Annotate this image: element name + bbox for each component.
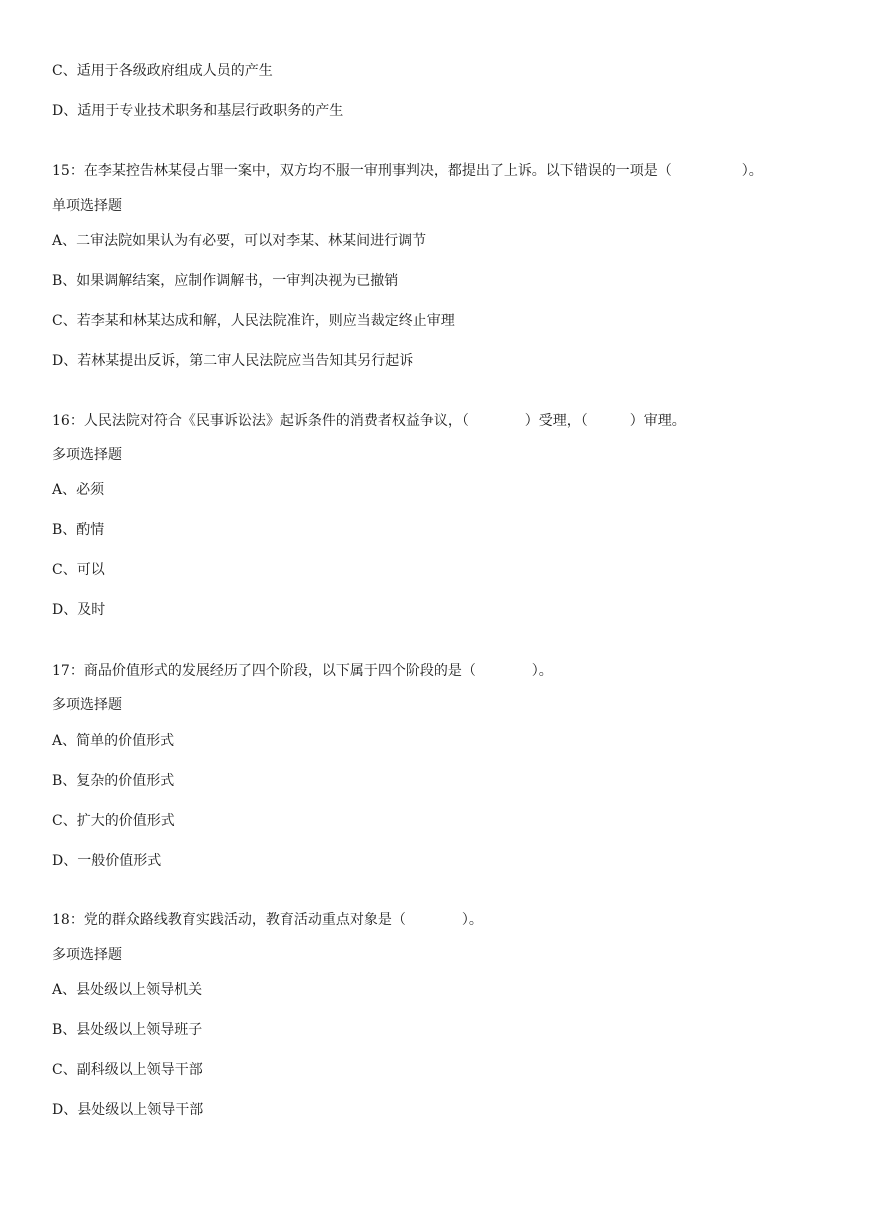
question-stem: 16：人民法院对符合《民事诉讼法》起诉条件的消费者权益争议，（ ）受理，（ ）审理。	[52, 413, 686, 429]
option-a: A、二审法院如果认为有必要，可以对李某、林某间进行调节	[52, 233, 427, 249]
option-d: D、县处级以上领导干部	[52, 1102, 204, 1118]
option-b: B、酌情	[52, 522, 105, 538]
option-c: C、适用于各级政府组成人员的产生	[52, 63, 273, 79]
question-type: 多项选择题	[52, 697, 122, 713]
option-b: B、县处级以上领导班子	[52, 1022, 203, 1038]
question-stem: 18：党的群众路线教育实践活动，教育活动重点对象是（ ）。	[52, 912, 483, 928]
option-b: B、复杂的价值形式	[52, 773, 175, 789]
option-a: A、县处级以上领导机关	[52, 982, 203, 998]
option-d: D、及时	[52, 602, 106, 618]
option-d: D、若林某提出反诉，第二审人民法院应当告知其另行起诉	[52, 353, 414, 369]
option-c: C、若李某和林某达成和解，人民法院准许，则应当裁定终止审理	[52, 313, 455, 329]
option-a: A、必须	[52, 482, 105, 498]
option-c: C、可以	[52, 562, 105, 578]
option-a: A、简单的价值形式	[52, 733, 175, 749]
option-b: B、如果调解结案，应制作调解书，一审判决视为已撤销	[52, 273, 399, 289]
question-type: 多项选择题	[52, 947, 122, 963]
option-d: D、一般价值形式	[52, 853, 162, 869]
question-stem: 17：商品价值形式的发展经历了四个阶段，以下属于四个阶段的是（ ）。	[52, 663, 553, 679]
question-type: 单项选择题	[52, 198, 122, 214]
option-c: C、副科级以上领导干部	[52, 1062, 203, 1078]
question-stem: 15：在李某控告林某侵占罪一案中，双方均不服一审刑事判决，都提出了上诉。以下错误的一项是（ ）。	[52, 163, 763, 179]
option-c: C、扩大的价值形式	[52, 813, 175, 829]
option-d: D、适用于专业技术职务和基层行政职务的产生	[52, 103, 344, 119]
question-type: 多项选择题	[52, 447, 122, 463]
